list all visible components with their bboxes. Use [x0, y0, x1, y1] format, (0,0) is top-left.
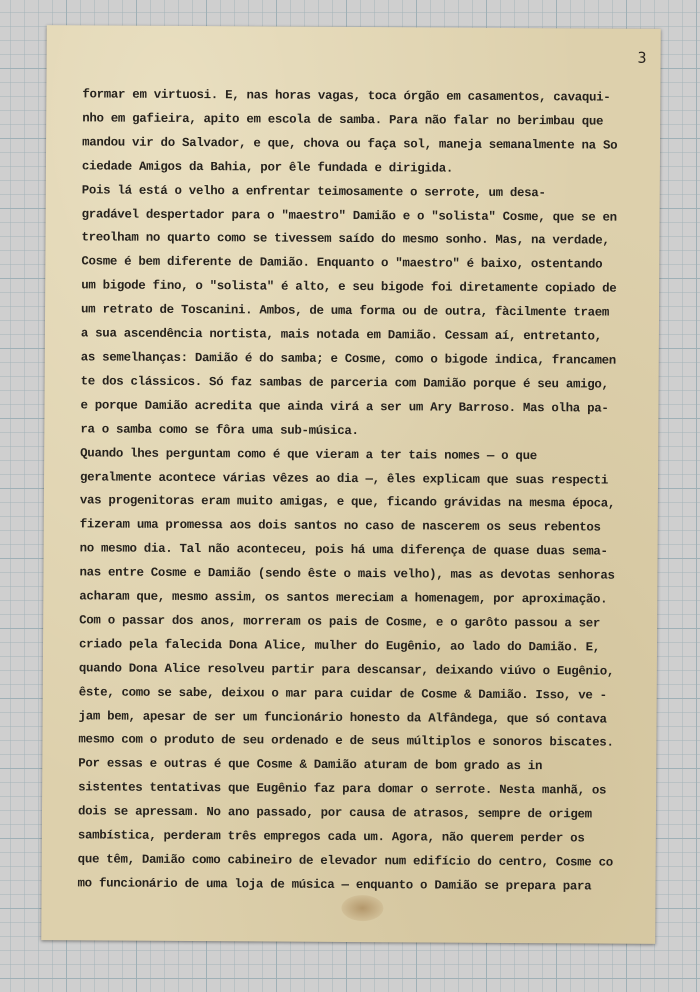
- text-line: que têm, Damião como cabineiro de elevador num edifício do centro, Cosme co: [77, 852, 613, 870]
- text-line: no mesmo dia. Tal não aconteceu, pois há uma diferença de quase duas sema-: [79, 541, 608, 559]
- text-line: Pois lá está o velho a enfrentar teimosamente o serrote, um desa-: [81, 182, 546, 200]
- paper-stain: [341, 895, 383, 921]
- text-line: Quando lhes perguntam como é que vieram a ter tais nomes — o que: [80, 445, 537, 463]
- text-line: gradável despertador para o "maestro" Damião e o "solista" Cosme, que se en: [81, 206, 617, 225]
- text-line: treolham no quarto como se tivessem saído do mesmo sonho. Mas, na verdade,: [81, 230, 610, 249]
- text-line: criado pela falecida Dona Alice, mulher do Eugênio, ao lado do Damião. E,: [78, 637, 600, 655]
- text-line: dois se apressam. No ano passado, por causa de atrasos, sempre de origem: [77, 804, 592, 822]
- text-line: sambística, perderam três empregos cada um. Agora, não querem perder os: [77, 828, 585, 846]
- text-line: êste, como se sabe, deixou o mar para cuidar de Cosme & Damião. Isso, ve -: [78, 684, 607, 703]
- text-line: formar em virtuosi. E, nas horas vagas, toca órgão em casamentos, cavaqui-: [82, 87, 611, 105]
- text-line: a sua ascendência nortista, mais notada em Damião. Cessam aí, entretanto,: [80, 326, 602, 344]
- text-line: ciedade Amigos da Bahia, por êle fundada e dirigida.: [81, 159, 454, 176]
- text-line: geralmente acontece várias vêzes ao dia —, êles explicam que suas respecti: [79, 469, 609, 488]
- text-line: mo funcionário de uma loja de música — enquanto o Damião se prepara para: [77, 876, 592, 894]
- text-line: mandou vir do Salvador, e que, chova ou faça sol, maneja semanalmente na So: [82, 135, 618, 153]
- typewritten-page: [41, 25, 661, 944]
- text-line: quando Dona Alice resolveu partir para descansar, deixando viúvo o Eugênio,: [78, 661, 615, 679]
- text-line: vas progenitoras eram muito amigas, e que, ficando grávidas na mesma época,: [79, 493, 616, 512]
- page-number: 3: [637, 48, 647, 67]
- text-line: um retrato de Toscanini. Ambos, de uma forma ou de outra, fàcilmente traem: [81, 302, 610, 320]
- text-line: sistentes tentativas que Eugênio faz para domar o serrote. Nesta manhã, os: [78, 780, 607, 798]
- text-line: e porque Damião acredita que ainda virá a ser um Ary Barroso. Mas olha pa-: [80, 398, 609, 416]
- text-line: um bigode fino, o "solista" é alto, e seu bigode foi diretamente copiado de: [81, 278, 617, 296]
- text-line: mesmo com o produto de seu ordenado e de seus múltiplos e sonoros biscates.: [78, 732, 614, 751]
- text-line: acharam que, mesmo assim, os santos mereciam a homenagem, por aproximação.: [79, 589, 608, 607]
- text-line: ra o samba como se fôra uma sub-música.: [80, 422, 359, 438]
- text-line: jam bem, apesar de ser um funcionário honesto da Alfândega, que só contava: [78, 708, 607, 727]
- text-line: as semelhanças: Damião é do samba; e Cosme, como o bigode indica, francamen: [80, 350, 616, 368]
- text-line: nas entre Cosme e Damião (sendo êste o mais velho), mas as devotas senhoras: [79, 565, 615, 583]
- body-text: [77, 83, 642, 899]
- text-line: fizeram uma promessa aos dois santos no caso de nascerem os seus rebentos: [79, 517, 601, 535]
- text-line: Cosme é bem diferente de Damião. Enquanto o "maestro" é baixo, ostentando: [81, 254, 603, 272]
- text-line: nho em gafieira, apito em escola de samba. Para não falar no berimbau que: [82, 111, 604, 129]
- text-line: te dos clássicos. Só faz sambas de parceria com Damião porque é seu amigo,: [80, 374, 609, 392]
- text-line: Por essas e outras é que Cosme & Damião aturam de bom grado as in: [78, 756, 543, 774]
- text-line: Com o passar dos anos, morreram os pais de Cosme, e o garôto passou a ser: [79, 613, 601, 631]
